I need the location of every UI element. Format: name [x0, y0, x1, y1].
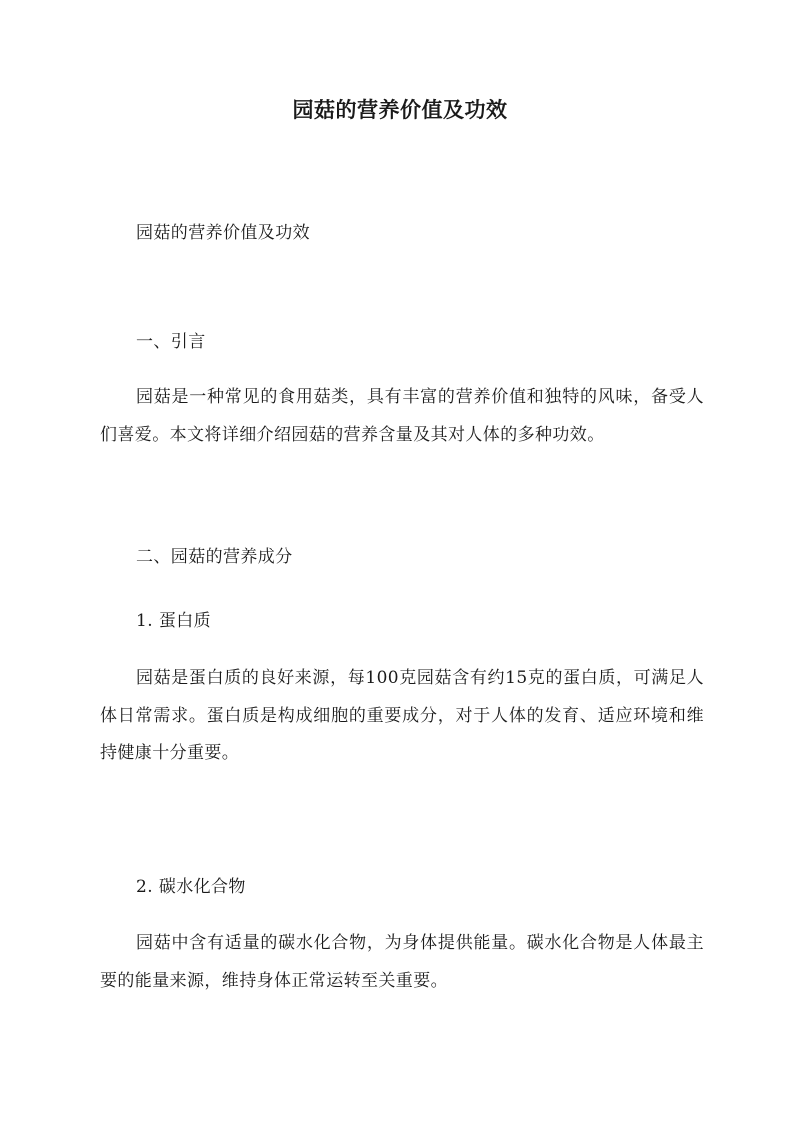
document-title: 园菇的营养价值及功效 [292, 97, 508, 122]
protein-paragraph: 园菇是蛋白质的良好来源，每100克园菇含有约15克的蛋白质，可满足人体日常需求。蛋白质是构成细胞的重要成分，对于人体的发育、适应环境和维持健康十分重要。 [100, 668, 704, 763]
introduction-paragraph: 园菇是一种常见的食用菇类，具有丰富的营养价值和独特的风味，备受人们喜爱。本文将详细介绍园菇的营养含量及其对人体的多种功效。 [100, 387, 704, 445]
carbohydrates-paragraph: 园菇中含有适量的碳水化合物，为身体提供能量。碳水化合物是人体最主要的能量来源，维持身体正常运转至关重要。 [100, 933, 704, 991]
subsection-heading-protein: 1. 蛋白质 [136, 611, 212, 631]
subsection-heading-carbohydrates: 2. 碳水化合物 [136, 877, 246, 897]
section-heading-nutrients: 二、园菇的营养成分 [136, 547, 293, 567]
document-subtitle: 园菇的营养价值及功效 [136, 223, 310, 243]
section-heading-introduction: 一、引言 [136, 332, 206, 352]
